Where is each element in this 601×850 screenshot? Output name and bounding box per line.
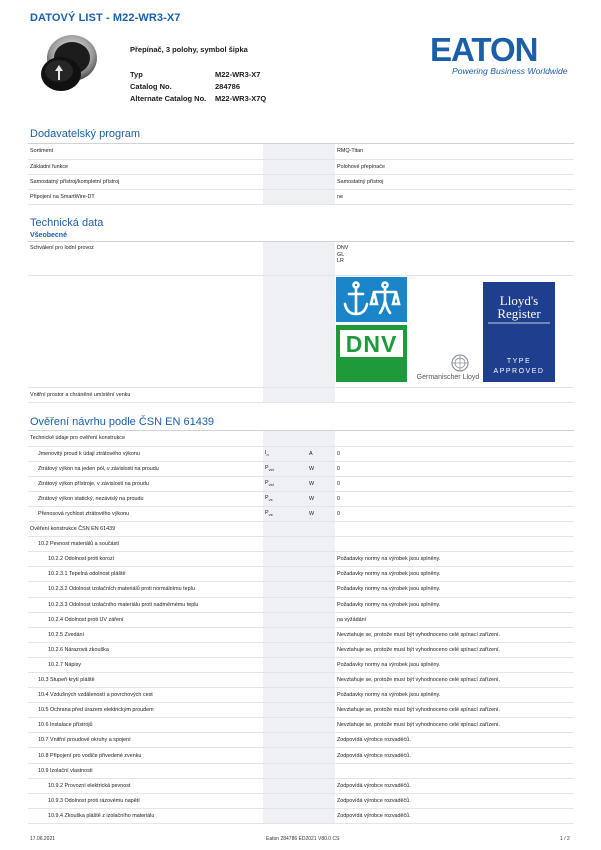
- row-value: Zodpovídá výrobce rozvaděčů.: [335, 808, 574, 823]
- supplier-table: [28, 144, 574, 205]
- symbol-main: P: [265, 510, 269, 517]
- row-symbol: [263, 657, 307, 672]
- row-label: Základní funkce: [28, 159, 263, 174]
- lr-line1: Lloyd's: [499, 293, 539, 308]
- ship-approval-value: LR: [337, 258, 344, 264]
- row-value: [335, 522, 574, 537]
- table-row: [28, 522, 574, 537]
- row-unit: [307, 657, 335, 672]
- row-value: ne: [335, 189, 574, 204]
- row-unit: [307, 793, 335, 808]
- row-label: Ztrátový výkon statický, nezávislý na proudu: [28, 491, 263, 506]
- alt-catalog-label: Alternate Catalog No.: [130, 94, 207, 103]
- row-symbol: [263, 627, 307, 642]
- row-unit: [307, 537, 335, 552]
- symbol-sub: n: [266, 452, 269, 458]
- table-row: [28, 688, 574, 703]
- row-unit: W: [307, 476, 335, 491]
- row-label: 10.9 Izolační vlastnosti: [28, 763, 263, 778]
- table-row: [28, 793, 574, 808]
- row-symbol: [263, 461, 307, 476]
- row-unit: A: [307, 446, 335, 461]
- section-title-supplier: Dodavatelský program: [30, 128, 141, 140]
- table-row: [28, 733, 574, 748]
- row-unit: W: [307, 506, 335, 521]
- row-unit: [307, 673, 335, 688]
- row-value: Nevztahuje se, protože musí být vyhodnoceno celé spínací zařízení.: [335, 703, 574, 718]
- type-value: M22-WR3-X7: [215, 70, 261, 79]
- row-symbol: [263, 506, 307, 521]
- row-value: Polohové přepínače: [335, 159, 574, 174]
- row-value: Požadavky normy na výrobek jsou splněny.: [335, 582, 574, 597]
- footer-page: 1 / 2: [560, 836, 570, 842]
- table-row: [28, 159, 574, 174]
- row-unit: [307, 431, 335, 446]
- row-label: 10.2.5 Zvedání: [28, 627, 263, 642]
- table-row: [28, 657, 574, 672]
- row-symbol: [263, 522, 307, 537]
- table-row: [28, 476, 574, 491]
- row-label: 10.5 Ochrana před úrazem elektrickým proudem: [28, 703, 263, 718]
- table-row: [28, 446, 574, 461]
- row-value: Požadavky normy na výrobek jsou splněny.: [335, 597, 574, 612]
- row-label: 10.2.4 Odolnost proti UV záření: [28, 612, 263, 627]
- row-symbol: [263, 733, 307, 748]
- table-row: [28, 612, 574, 627]
- germanischer-lloyd-logo: [417, 355, 480, 381]
- lr-line2: Register: [497, 306, 541, 321]
- row-label: 10.9.4 Zkouška pláště z izolačního materiálu: [28, 808, 263, 823]
- table-row: [28, 461, 574, 476]
- symbol-main: I: [265, 450, 267, 457]
- row-value: Nevztahuje se, protože musí být vyhodnoceno celé spínací zařízení.: [335, 627, 574, 642]
- symbol-sub: vs: [268, 497, 273, 503]
- table-row: [28, 748, 574, 763]
- row-label: 10.4 Vzdušných vzdáleností a povrchových cest: [28, 688, 263, 703]
- row-value: 0: [335, 491, 574, 506]
- row-unit: [307, 642, 335, 657]
- table-row: [28, 778, 574, 793]
- ship-approval-value: GL: [337, 251, 345, 258]
- row-symbol: [263, 778, 307, 793]
- dnv-logo: [336, 277, 407, 382]
- row-unit: [307, 597, 335, 612]
- lr-approved: APPROVED: [493, 368, 545, 375]
- alt-catalog-value: M22-WR3-X7Q: [215, 94, 267, 103]
- row-symbol: [263, 491, 307, 506]
- row-symbol: [263, 718, 307, 733]
- symbol-main: P: [265, 495, 269, 502]
- footer-center: Eaton 284786 ED2021 V80.0 CS: [266, 836, 340, 842]
- row-symbol: [263, 431, 307, 446]
- table-row: [28, 387, 574, 402]
- row-label: 10.9.2 Provozní elektrická pevnost: [28, 778, 263, 793]
- row-label: 10.2.3.2 Odolnost izolačních materiálů proti normálnímu teplu: [28, 582, 263, 597]
- row-unit: [307, 567, 335, 582]
- row-value: Požadavky normy na výrobek jsou splněny.: [335, 688, 574, 703]
- row-label: Ztrátový výkon na jeden pól, v závislosti na proudu: [28, 461, 263, 476]
- row-label: 10.2.3.3 Odolnost izolačního materiálu proti nadměrnému teplu: [28, 597, 263, 612]
- row-label: 10.2.6 Nárazová zkouška: [28, 642, 263, 657]
- row-unit: [307, 703, 335, 718]
- row-value: Požadavky normy na výrobek jsou splněny.: [335, 657, 574, 672]
- row-symbol: [263, 476, 307, 491]
- row-value: [335, 763, 574, 778]
- row-label: Přenosová rychlost ztrátového výkonu: [28, 506, 263, 521]
- table-row: [28, 537, 574, 552]
- document-title: DATOVÝ LIST - M22-WR3-X7: [30, 12, 181, 24]
- row-label: 10.2.3.1 Tepelná odolnost pláště: [28, 567, 263, 582]
- row-symbol: [263, 582, 307, 597]
- row-symbol: [263, 642, 307, 657]
- indoor-label: Vnitřní prostor a chráněné umístění venku: [28, 387, 263, 402]
- row-value: 0: [335, 446, 574, 461]
- table-row: [28, 808, 574, 823]
- row-value: [335, 537, 574, 552]
- row-value: Požadavky normy na výrobek jsou splněny.: [335, 567, 574, 582]
- row-value: 0: [335, 461, 574, 476]
- row-value: Zodpovídá výrobce rozvaděčů.: [335, 778, 574, 793]
- symbol-main: P: [265, 465, 269, 472]
- row-value: 0: [335, 476, 574, 491]
- row-value: Nevztahuje se, protože musí být vyhodnoceno celé spínací zařízení.: [335, 718, 574, 733]
- row-symbol: [263, 703, 307, 718]
- catalog-label: Catalog No.: [130, 82, 172, 91]
- table-row: [28, 174, 574, 189]
- table-row: [28, 144, 574, 159]
- dnv-text: DNV: [345, 331, 398, 357]
- row-label: 10.8 Připojení pro vodiče přivedené zvenku: [28, 748, 263, 763]
- symbol-sub: ve: [268, 512, 273, 518]
- row-symbol: [263, 537, 307, 552]
- footer-date: 17.06.2021: [30, 836, 56, 842]
- table-row: [28, 627, 574, 642]
- row-symbol: [263, 748, 307, 763]
- row-unit: [307, 778, 335, 793]
- row-symbol: [263, 567, 307, 582]
- product-description: Přepínač, 3 polohy, symbol šipka: [130, 45, 248, 54]
- symbol-main: P: [265, 480, 269, 487]
- row-value: Samostatný přístroj: [335, 174, 574, 189]
- section-title-verification: Ověření návrhu podle ČSN EN 61439: [30, 416, 215, 428]
- row-label: Ztrátový výkon přístroje, v závislosti na proudu: [28, 476, 263, 491]
- lr-type: TYPE: [506, 358, 532, 365]
- certification-logos: [336, 277, 572, 383]
- row-symbol: [263, 763, 307, 778]
- ship-approval-values: [335, 242, 574, 275]
- row-symbol: [263, 612, 307, 627]
- table-row: [28, 552, 574, 567]
- row-value: RMQ-Titan: [335, 144, 574, 159]
- row-label: 10.2.2 Odolnost proti korozi: [28, 552, 263, 567]
- row-symbol: [263, 793, 307, 808]
- table-row: [28, 431, 574, 446]
- row-value: Nevztahuje se, protože musí být vyhodnoceno celé spínací zařízení.: [335, 642, 574, 657]
- row-symbol: [263, 673, 307, 688]
- row-value: Požadavky normy na výrobek jsou splněny.: [335, 552, 574, 567]
- row-label: 10.2.7 Nápisy: [28, 657, 263, 672]
- row-value: Zodpovídá výrobce rozvaděčů.: [335, 733, 574, 748]
- row-value: 0: [335, 506, 574, 521]
- row-symbol: [263, 688, 307, 703]
- tagline: Powering Business Worldwide: [452, 66, 568, 76]
- section-subtitle-general: Všeobecné: [30, 232, 67, 239]
- table-row: [28, 763, 574, 778]
- lloyds-register-logo: [483, 282, 555, 382]
- table-row: [28, 582, 574, 597]
- row-unit: [307, 688, 335, 703]
- symbol-sub: vid: [268, 482, 274, 488]
- row-symbol: [263, 597, 307, 612]
- row-label: 10.6 Instalace přístrojů: [28, 718, 263, 733]
- ship-approval-value: DNV: [337, 245, 349, 251]
- table-row: [28, 242, 574, 275]
- table-row: [28, 189, 574, 204]
- row-label: Sortiment: [28, 144, 263, 159]
- row-unit: [307, 612, 335, 627]
- table-row: [28, 718, 574, 733]
- row-label: Jmenovitý proud k údaji ztrátového výkonu: [28, 446, 263, 461]
- row-unit: [307, 522, 335, 537]
- row-label: Technické údaje pro ověření konstrukce: [28, 431, 263, 446]
- row-unit: [307, 718, 335, 733]
- table-row: [28, 491, 574, 506]
- table-row: [28, 597, 574, 612]
- brand-text: EATON: [430, 31, 538, 68]
- ship-approval-label: Schválení pro lodní provoz: [28, 242, 263, 275]
- row-unit: [307, 582, 335, 597]
- row-unit: [307, 748, 335, 763]
- row-label: Ověření konstrukce ČSN EN 61439: [28, 522, 263, 537]
- table-row: [28, 673, 574, 688]
- row-label: 10.2 Pevnost materiálů a součástí: [28, 537, 263, 552]
- section-title-technical: Technická data: [30, 217, 104, 229]
- symbol-sub: vid: [268, 467, 274, 473]
- row-value: [335, 431, 574, 446]
- gl-text: Germanischer Lloyd: [416, 374, 480, 381]
- row-label: Samostatný přístroj/kompletní přístroj: [28, 174, 263, 189]
- product-image: [32, 30, 100, 96]
- row-symbol: [263, 446, 307, 461]
- row-value: Zodpovídá výrobce rozvaděčů.: [335, 793, 574, 808]
- row-value: Nevztahuje se, protože musí být vyhodnoceno celé spínací zařízení.: [335, 673, 574, 688]
- row-label: 10.9.3 Odolnost proti rázovému napětí: [28, 793, 263, 808]
- row-symbol: [263, 808, 307, 823]
- row-unit: W: [307, 461, 335, 476]
- row-unit: [307, 552, 335, 567]
- row-unit: [307, 733, 335, 748]
- row-value: Zodpovídá výrobce rozvaděčů.: [335, 748, 574, 763]
- table-row: [28, 506, 574, 521]
- row-label: Připojení na SmartWire-DT: [28, 189, 263, 204]
- row-symbol: [263, 552, 307, 567]
- table-row: [28, 567, 574, 582]
- row-unit: [307, 808, 335, 823]
- row-unit: W: [307, 491, 335, 506]
- row-value: na vyžádání: [335, 612, 574, 627]
- verification-table: [28, 431, 574, 824]
- row-label: 10.7 Vnitřní proudové okruhy a spojení: [28, 733, 263, 748]
- type-label: Typ: [130, 70, 143, 79]
- catalog-value: 284786: [215, 82, 241, 91]
- table-row: [28, 703, 574, 718]
- row-unit: [307, 627, 335, 642]
- table-row: [28, 642, 574, 657]
- row-label: 10.3 Stupeň krytí pláště: [28, 673, 263, 688]
- row-unit: [307, 763, 335, 778]
